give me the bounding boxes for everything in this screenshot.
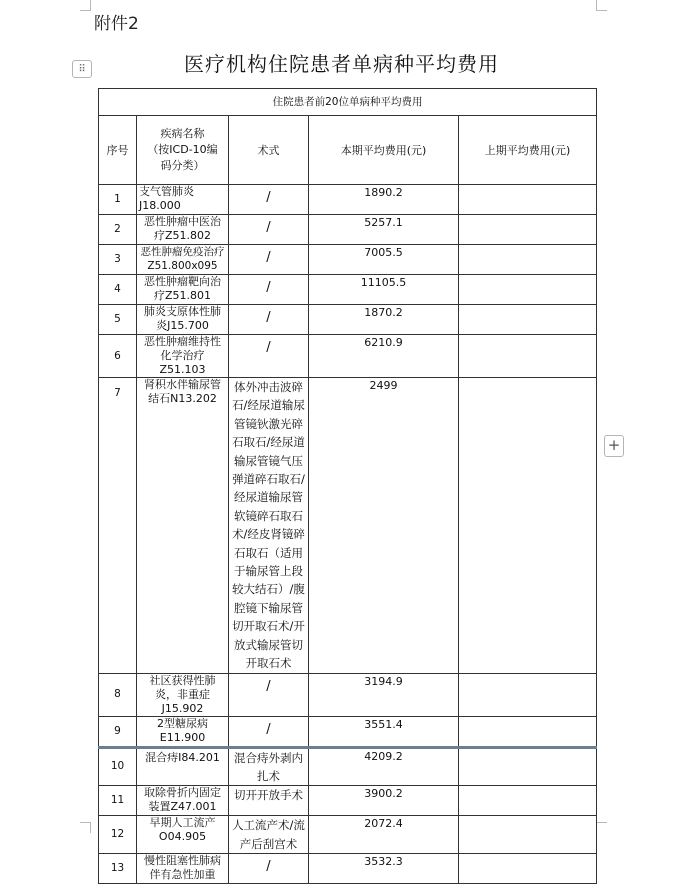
header-seq: 序号 — [99, 116, 137, 185]
table-row — [99, 854, 597, 884]
table-row — [99, 185, 597, 215]
previous-fee-cell[interactable] — [459, 185, 597, 215]
table-row — [99, 305, 597, 335]
disease-cell: 恶性肿瘤维持性化学治疗Z51.103 — [137, 335, 229, 378]
procedure-cell: / — [229, 215, 309, 245]
procedure-cell: 人工流产术/流产后刮宫术 — [229, 816, 309, 854]
previous-fee-cell[interactable] — [459, 747, 597, 786]
disease-cell: 肺炎支原体性肺炎J15.700 — [137, 305, 229, 335]
page-corner-mark — [596, 0, 607, 11]
previous-fee-cell[interactable] — [459, 854, 597, 884]
header-procedure: 术式 — [229, 116, 309, 185]
previous-fee-cell[interactable] — [459, 673, 597, 716]
add-column-button[interactable]: + — [604, 435, 624, 457]
disease-cell: 慢性阻塞性肺病伴有急性加重 — [137, 854, 229, 884]
header-previous-fee: 上期平均费用(元) — [459, 116, 597, 185]
procedure-cell: 混合痔外剥内扎术 — [229, 747, 309, 786]
table-row — [99, 673, 597, 716]
table-caption: 住院患者前20位单病种平均费用 — [99, 89, 597, 116]
current-fee-cell: 2499 — [309, 378, 459, 674]
seq-cell: 1 — [99, 185, 137, 215]
disease-cell: 社区获得性肺炎，非重症J15.902 — [137, 673, 229, 716]
header-disease-name — [137, 116, 229, 185]
table-row — [99, 215, 597, 245]
procedure-cell: 切开开放手术 — [229, 786, 309, 816]
disease-cell: 混合痔I84.201 — [137, 747, 229, 786]
table-row — [99, 786, 597, 816]
seq-cell: 12 — [99, 816, 137, 854]
seq-cell: 9 — [99, 716, 137, 747]
previous-fee-cell[interactable] — [459, 786, 597, 816]
disease-cell: 早期人工流产O04.905 — [137, 816, 229, 854]
procedure-cell: / — [229, 335, 309, 378]
seq-cell: 7 — [99, 378, 137, 674]
previous-fee-cell[interactable] — [459, 716, 597, 747]
table-header-row — [99, 116, 597, 185]
previous-fee-cell[interactable] — [459, 275, 597, 305]
procedure-cell: / — [229, 716, 309, 747]
previous-fee-cell[interactable] — [459, 245, 597, 275]
header-current-fee: 本期平均费用(元) — [309, 116, 459, 185]
page-corner-mark — [596, 822, 607, 833]
disease-cell: 取除骨折内固定装置Z47.001 — [137, 786, 229, 816]
current-fee-cell: 1870.2 — [309, 305, 459, 335]
procedure-cell: / — [229, 305, 309, 335]
seq-cell: 13 — [99, 854, 137, 884]
seq-cell: 10 — [99, 747, 137, 786]
seq-cell: 6 — [99, 335, 137, 378]
table-row — [99, 816, 597, 854]
previous-fee-cell[interactable] — [459, 378, 597, 674]
disease-cell: 恶性肿瘤免疫治疗Z51.800x095 — [137, 245, 229, 275]
table-row — [99, 716, 597, 747]
seq-cell: 11 — [99, 786, 137, 816]
current-fee-cell: 6210.9 — [309, 335, 459, 378]
disease-cell: 恶性肿瘤靶向治疗Z51.801 — [137, 275, 229, 305]
table-row — [99, 378, 597, 674]
procedure-cell: / — [229, 673, 309, 716]
disease-cell: 肾积水伴输尿管结石N13.202 — [137, 378, 229, 674]
current-fee-cell: 5257.1 — [309, 215, 459, 245]
page-corner-mark — [80, 822, 91, 833]
current-fee-cell: 11105.5 — [309, 275, 459, 305]
previous-fee-cell[interactable] — [459, 335, 597, 378]
disease-cell: 支气管肺炎J18.000 — [137, 185, 229, 215]
procedure-cell: / — [229, 854, 309, 884]
fee-table — [98, 88, 597, 884]
header-name-line: （按ICD-10编 — [147, 143, 218, 156]
seq-cell: 8 — [99, 673, 137, 716]
current-fee-cell: 7005.5 — [309, 245, 459, 275]
current-fee-cell: 2072.4 — [309, 816, 459, 854]
procedure-cell: 体外冲击波碎石/经尿道输尿管镜钬激光碎石取石/经尿道输尿管镜气压弹道碎石取石/经尿道输尿管软镜碎石取石术/经皮肾镜碎石取石（适用于输尿管上段较大结石）/腹腔镜下输尿管切开取石术/开放式输尿管切开取石术 — [229, 378, 309, 674]
previous-fee-cell[interactable] — [459, 215, 597, 245]
current-fee-cell: 3532.3 — [309, 854, 459, 884]
procedure-cell: / — [229, 185, 309, 215]
table-row — [99, 245, 597, 275]
header-name-line: 疾病名称 — [160, 127, 205, 140]
previous-fee-cell[interactable] — [459, 305, 597, 335]
table-move-handle-icon[interactable]: ⠿ — [72, 60, 92, 78]
previous-fee-cell[interactable] — [459, 816, 597, 854]
seq-cell: 3 — [99, 245, 137, 275]
current-fee-cell: 3551.4 — [309, 716, 459, 747]
current-fee-cell: 1890.2 — [309, 185, 459, 215]
table-row — [99, 747, 597, 786]
attachment-label: 附件2 — [94, 14, 139, 34]
seq-cell: 2 — [99, 215, 137, 245]
disease-cell: 恶性肿瘤中医治疗Z51.802 — [137, 215, 229, 245]
page-corner-mark — [80, 0, 91, 11]
current-fee-cell: 4209.2 — [309, 747, 459, 786]
header-name-line: 码分类） — [160, 159, 205, 172]
page-title: 医疗机构住院患者单病种平均费用 — [184, 52, 499, 76]
current-fee-cell: 3900.2 — [309, 786, 459, 816]
disease-cell: 2型糖尿病E11.900 — [137, 716, 229, 747]
procedure-cell: / — [229, 275, 309, 305]
table-row — [99, 335, 597, 378]
seq-cell: 4 — [99, 275, 137, 305]
table-row — [99, 275, 597, 305]
seq-cell: 5 — [99, 305, 137, 335]
current-fee-cell: 3194.9 — [309, 673, 459, 716]
procedure-cell: / — [229, 245, 309, 275]
